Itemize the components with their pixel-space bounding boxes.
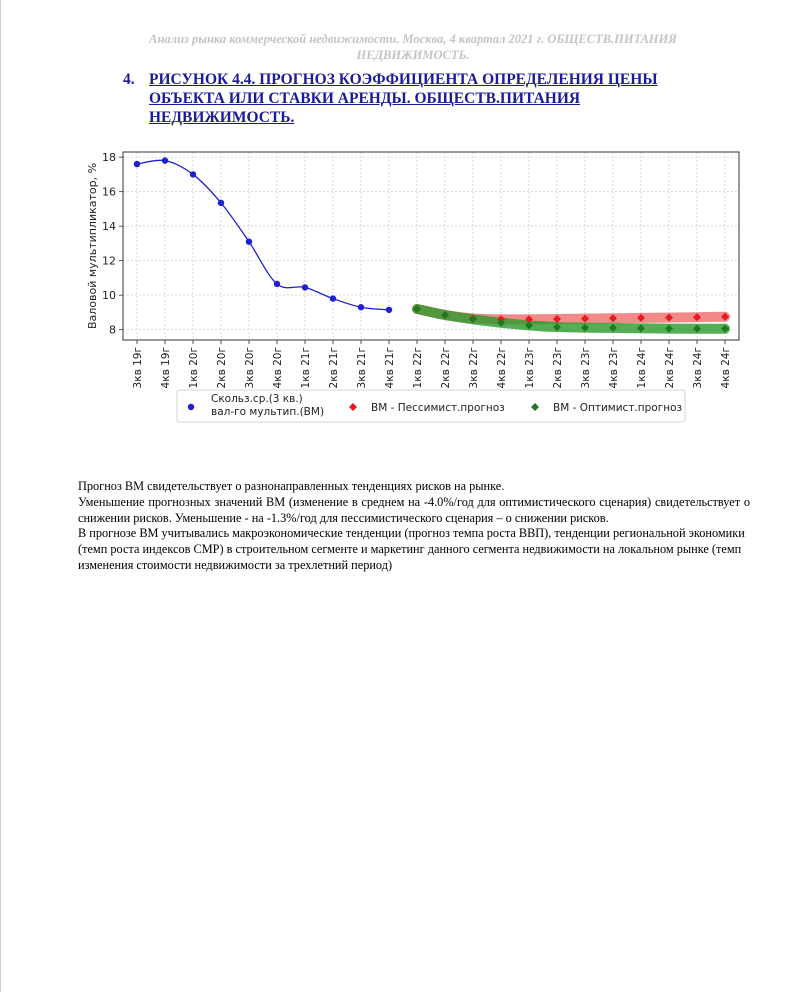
- y-axis-title: Валовой мультипликатор, %: [86, 162, 99, 330]
- x-tick-label: 4кв 19г: [160, 347, 172, 389]
- forecast-chart: [78, 140, 758, 430]
- history-point: [246, 238, 252, 244]
- legend-pessimistic-label: ВМ - Пессимист.прогноз: [371, 402, 505, 414]
- history-point: [162, 157, 168, 163]
- history-point: [218, 200, 224, 206]
- history-point: [302, 284, 308, 290]
- running-header: Анализ рынка коммерческой недвижимости. Москва, 4 квартал 2021 г. ОБЩЕСТВ.ПИТАНИЯ НЕДВИЖИМОСТЬ.: [149, 32, 677, 62]
- y-tick-label: 8: [109, 323, 116, 337]
- y-tick-label: 12: [102, 254, 116, 268]
- x-tick-label: 3кв 22г: [468, 347, 480, 389]
- history-point: [134, 161, 140, 167]
- history-point: [358, 304, 364, 310]
- legend-optimistic-label: ВМ - Оптимист.прогноз: [553, 402, 683, 414]
- x-tick-label: 1кв 24г: [636, 347, 648, 389]
- history-point: [386, 307, 392, 313]
- history-point: [190, 171, 196, 177]
- x-tick-label: 2кв 22г: [440, 347, 452, 389]
- x-tick-label: 4кв 23г: [608, 347, 620, 389]
- x-tick-label: 4кв 20г: [272, 347, 284, 389]
- x-tick-label: 2кв 23г: [552, 347, 564, 389]
- y-tick-label: 14: [102, 220, 116, 234]
- paragraph-1: Прогноз ВМ свидетельствует о разнонаправленных тенденциях рисков на рынке.: [78, 479, 505, 493]
- paragraph-3: В прогнозе ВМ учитывались макроэкономические тенденции (прогноз темпа роста ВВП), тенденции региональной экономики (темп роста индексов СМР) в строительном сегменте и маркетинг данного сегмента недвижимости на локальном рынке (темп изменения стоимости недвижимости за трехлетний период): [78, 526, 745, 572]
- x-tick-label: 1кв 20г: [188, 347, 200, 389]
- x-tick-label: 2кв 24г: [664, 347, 676, 389]
- figure-heading: [123, 70, 723, 127]
- x-tick-label: 1кв 21г: [300, 347, 312, 389]
- y-tick-label: 10: [102, 289, 116, 303]
- chart-svg: [78, 140, 758, 430]
- legend-history-label-line1: Скольз.ср.(3 кв.): [211, 393, 303, 405]
- history-point: [330, 295, 336, 301]
- x-tick-label: 3кв 19г: [132, 347, 144, 389]
- page-edge: [0, 0, 1, 992]
- x-tick-label: 4кв 22г: [496, 347, 508, 389]
- x-tick-label: 4кв 21г: [384, 347, 396, 389]
- heading-title-link[interactable]: РИСУНОК 4.4. ПРОГНОЗ КОЭФФИЦИЕНТА ОПРЕДЕЛЕНИЯ ЦЕНЫ ОБЪЕКТА ИЛИ СТАВКИ АРЕНДЫ. ОБЩЕСТВ.ПИТАНИЯ НЕДВИЖИМОСТЬ.: [149, 71, 658, 126]
- paragraph-2: Уменьшение прогнозных значений ВМ (изменение в среднем на -4.0%/год для оптимистического сценария) свидетельствует о снижении рисков. Уменьшение - на -1.3%/год для пессимистического сценария – о снижении рисков.: [78, 494, 750, 525]
- history-point: [274, 281, 280, 287]
- x-tick-label: 3кв 20г: [244, 347, 256, 389]
- x-tick-label: 3кв 23г: [580, 347, 592, 389]
- x-tick-label: 3кв 24г: [692, 347, 704, 389]
- x-tick-label: 2кв 21г: [328, 347, 340, 389]
- x-tick-label: 2кв 20г: [216, 347, 228, 389]
- legend-history-label-line2: вал-го мультип.(ВМ): [211, 406, 325, 418]
- x-tick-label: 3кв 21г: [356, 347, 368, 389]
- body-text: [78, 479, 750, 574]
- y-tick-label: 18: [102, 151, 116, 165]
- legend-history-marker: [188, 404, 194, 410]
- x-tick-label: 1кв 23г: [524, 347, 536, 389]
- x-tick-label: 1кв 22г: [412, 347, 424, 389]
- y-tick-label: 16: [102, 185, 116, 199]
- heading-number: 4.: [123, 71, 135, 88]
- x-tick-label: 4кв 24г: [720, 347, 732, 389]
